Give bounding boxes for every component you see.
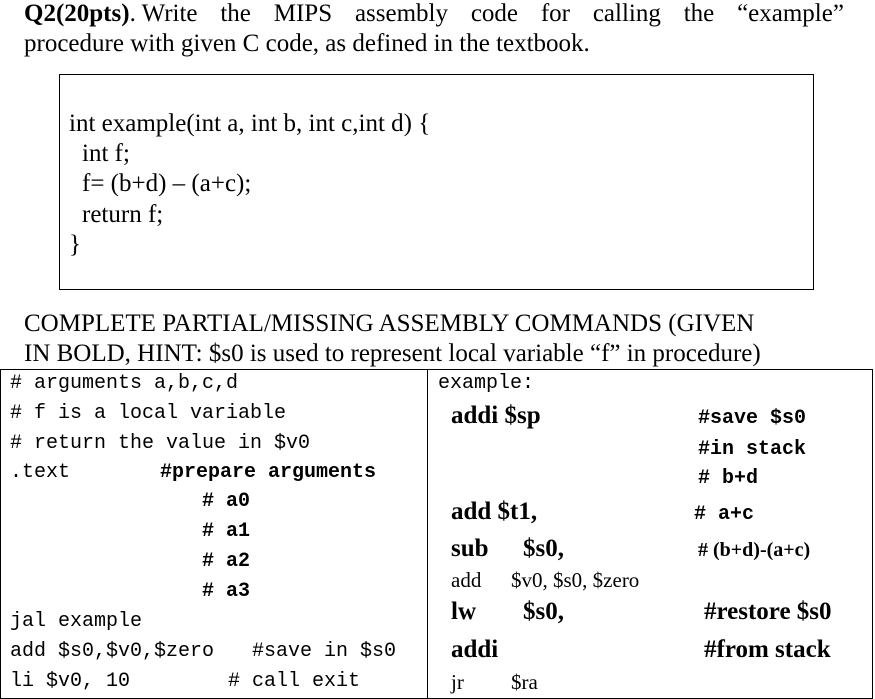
lw-register: $s0, (523, 598, 564, 625)
instructions-line-1: COMPLETE PARTIAL/MISSING ASSEMBLY COMMANDS (GIVEN (24, 310, 755, 337)
prepare-arguments-comment: #prepare arguments (160, 461, 377, 484)
add-op: add (451, 568, 482, 592)
comment-local-variable: # f is a local variable (10, 402, 287, 425)
jr-register: $ra (511, 670, 538, 694)
lw-op: lw (451, 598, 476, 625)
save-comment: #save in $s0 (252, 640, 397, 663)
question-line-1 (24, 0, 844, 28)
question-label-bold: Q2(20pts) (24, 0, 130, 27)
arg-a1-comment: # a1 (202, 520, 251, 543)
question-word: “example” (737, 0, 844, 27)
arg-a3-comment: # a3 (202, 580, 251, 603)
arg-a2-comment: # a2 (202, 550, 251, 573)
sub-register: $s0, (523, 535, 564, 562)
code-line-4: return f; (82, 201, 164, 228)
arg-a0-comment: # a0 (202, 490, 251, 513)
add-arguments: $v0, $s0, $zero (511, 568, 640, 592)
comment-return-value: # return the value in $v0 (10, 432, 311, 455)
li-instruction: li $v0, 10 (10, 670, 131, 693)
question-word: the (683, 0, 715, 27)
question-word: for (540, 0, 570, 27)
question-word: MIPS (273, 0, 333, 27)
code-line-1: int example(int a, int b, int c,int d) { (69, 110, 431, 137)
sub-comment: # (b+d)-(a+c) (698, 539, 811, 561)
add-t1-instruction: add $t1, (451, 498, 538, 525)
jr-op: jr (451, 670, 464, 694)
code-line-2: int f; (82, 140, 130, 167)
sub-op: sub (451, 535, 489, 562)
exit-comment: # call exit (228, 670, 361, 693)
question-line-2: procedure with given C code, as defined in the textbook. (24, 30, 590, 57)
question-label: Q2(20pts). Write (24, 0, 198, 27)
in-stack-comment: #in stack (698, 438, 807, 461)
addi-sp-instruction: addi $sp (451, 402, 541, 429)
example-label: example: (438, 372, 535, 395)
add-save-instruction: add $s0,$v0,$zero (10, 640, 215, 663)
jal-instruction: jal example (10, 610, 143, 633)
from-stack-comment: #from stack (704, 636, 831, 663)
question-word: code (470, 0, 519, 27)
addi-op: addi (451, 636, 499, 663)
question-word: calling (592, 0, 661, 27)
text-directive: .text (10, 461, 71, 484)
save-s0-comment: #save $s0 (698, 407, 807, 430)
question-word: assembly (354, 0, 448, 27)
b-plus-d-comment: # b+d (698, 467, 759, 490)
a-plus-c-comment: # a+c (694, 503, 755, 526)
column-divider (427, 369, 428, 699)
question-word: the (220, 0, 251, 27)
code-line-5: } (69, 231, 81, 258)
restore-comment: #restore $s0 (704, 598, 832, 625)
comment-arguments: # arguments a,b,c,d (10, 372, 239, 395)
code-line-3: f= (b+d) – (a+c); (82, 170, 252, 197)
instructions-line-2: IN BOLD, HINT: $s0 is used to represent local variable “f” in procedure) (24, 340, 761, 367)
